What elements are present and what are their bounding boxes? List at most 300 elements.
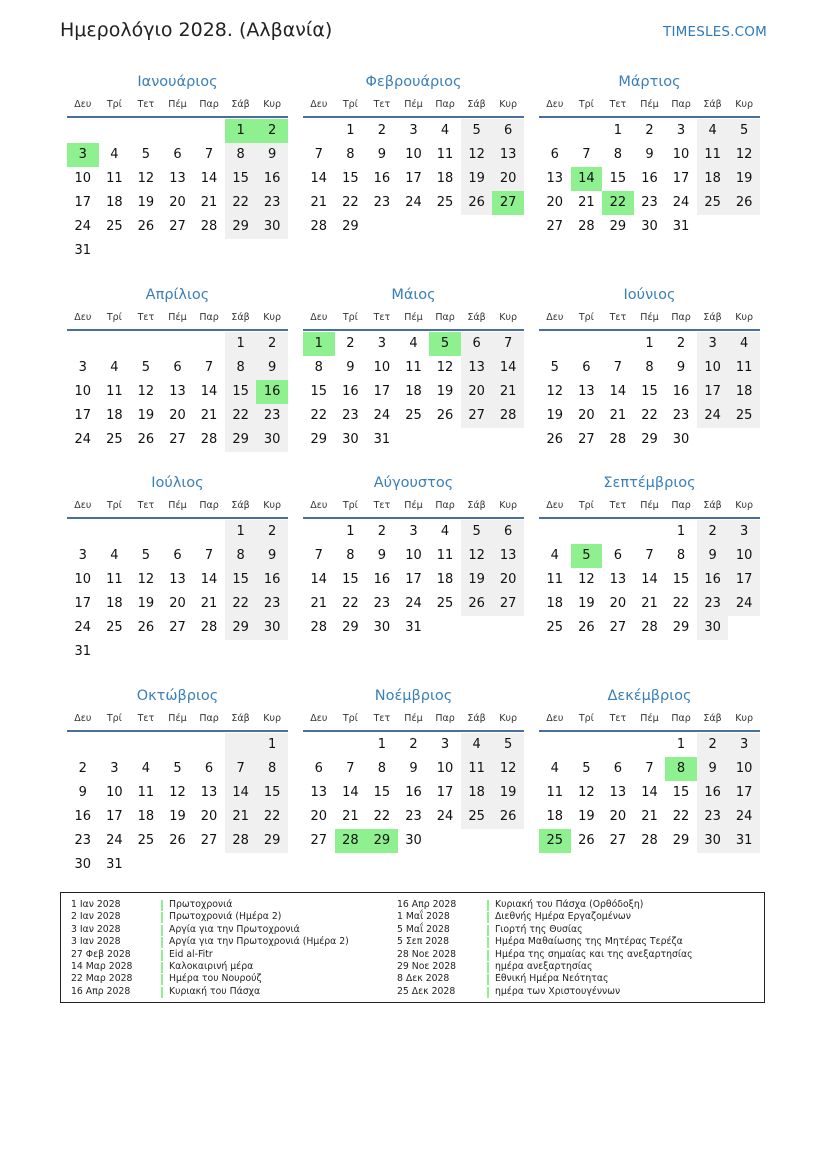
day-cell[interactable]: 9 [697, 544, 729, 568]
day-cell[interactable]: 15 [641, 384, 658, 399]
day-cell[interactable]: 30 [373, 620, 391, 635]
day-cell[interactable]: 22 [310, 408, 328, 423]
day-cell[interactable]: 4 [409, 336, 418, 351]
day-cell[interactable]: 6 [173, 147, 182, 162]
day-cell[interactable]: 26 [137, 432, 155, 447]
day-cell[interactable]: 27 [169, 219, 186, 234]
day-cell[interactable]: 29 [641, 432, 658, 447]
day-cell[interactable]: 16 [641, 171, 658, 186]
day-cell[interactable]: 15 [256, 781, 288, 805]
day-cell[interactable]: 17 [728, 781, 760, 805]
day-cell[interactable]: 20 [492, 568, 524, 592]
day-cell[interactable]: 27 [310, 833, 328, 848]
day-cell[interactable]: 4 [550, 761, 559, 776]
day-cell[interactable]: 8 [225, 143, 257, 167]
day-cell[interactable]: 26 [169, 833, 186, 848]
day-cell[interactable]: 14 [310, 572, 328, 587]
day-cell[interactable]: 23 [256, 404, 288, 428]
day-cell[interactable]: 12 [169, 785, 186, 800]
day-cell[interactable]: 23 [405, 809, 422, 824]
day-cell[interactable]: 28 [200, 620, 218, 635]
day-cell[interactable]: 2 [645, 123, 654, 138]
brand-link[interactable]: TIMESLES.COM [663, 24, 767, 40]
day-cell[interactable]: 14 [200, 572, 218, 587]
holiday-day[interactable]: 1 [303, 332, 335, 356]
day-cell[interactable]: 27 [169, 620, 186, 635]
day-cell[interactable]: 28 [310, 219, 328, 234]
day-cell[interactable]: 13 [169, 572, 186, 587]
holiday-day[interactable]: 8 [665, 757, 697, 781]
day-cell[interactable]: 16 [74, 809, 92, 824]
day-cell[interactable]: 24 [74, 432, 92, 447]
day-cell[interactable]: 3 [78, 548, 87, 563]
day-cell[interactable]: 6 [613, 761, 623, 776]
day-cell[interactable]: 15 [310, 384, 328, 399]
holiday-day[interactable]: 22 [602, 191, 634, 215]
day-cell[interactable]: 25 [728, 404, 760, 428]
day-cell[interactable]: 22 [672, 596, 690, 611]
day-cell[interactable]: 16 [697, 781, 729, 805]
day-cell[interactable]: 8 [676, 548, 686, 563]
holiday-day[interactable]: 28 [335, 829, 367, 853]
day-cell[interactable]: 29 [672, 620, 690, 635]
day-cell[interactable]: 14 [641, 572, 658, 587]
day-cell[interactable]: 16 [373, 171, 391, 186]
day-cell[interactable]: 9 [256, 544, 288, 568]
day-cell[interactable]: 8 [314, 360, 323, 375]
day-cell[interactable]: 24 [373, 408, 391, 423]
day-cell[interactable]: 22 [256, 805, 288, 829]
day-cell[interactable]: 31 [74, 644, 92, 659]
day-cell[interactable]: 1 [346, 123, 355, 138]
day-cell[interactable]: 19 [546, 408, 564, 423]
day-cell[interactable]: 7 [204, 548, 214, 563]
day-cell[interactable]: 22 [641, 408, 658, 423]
day-cell[interactable]: 25 [405, 408, 422, 423]
day-cell[interactable]: 14 [609, 384, 627, 399]
holiday-day[interactable]: 3 [67, 143, 99, 167]
day-cell[interactable]: 12 [137, 384, 155, 399]
day-cell[interactable]: 28 [578, 219, 595, 234]
day-cell[interactable]: 12 [492, 757, 524, 781]
day-cell[interactable]: 3 [377, 336, 387, 351]
day-cell[interactable]: 12 [137, 572, 155, 587]
day-cell[interactable]: 9 [377, 548, 387, 563]
day-cell[interactable]: 9 [676, 360, 686, 375]
day-cell[interactable]: 15 [225, 167, 257, 191]
day-cell[interactable]: 26 [436, 408, 454, 423]
day-cell[interactable]: 26 [137, 219, 155, 234]
day-cell[interactable]: 29 [225, 215, 257, 239]
day-cell[interactable]: 17 [74, 195, 92, 210]
day-cell[interactable]: 26 [461, 592, 493, 616]
day-cell[interactable]: 25 [137, 833, 155, 848]
day-cell[interactable]: 2 [377, 123, 387, 138]
day-cell[interactable]: 18 [697, 167, 729, 191]
day-cell[interactable]: 17 [436, 785, 454, 800]
day-cell[interactable]: 10 [697, 356, 729, 380]
day-cell[interactable]: 23 [74, 833, 92, 848]
day-cell[interactable]: 23 [342, 408, 359, 423]
day-cell[interactable]: 22 [342, 195, 359, 210]
day-cell[interactable]: 10 [373, 360, 391, 375]
day-cell[interactable]: 24 [728, 805, 760, 829]
day-cell[interactable]: 12 [436, 360, 454, 375]
day-cell[interactable]: 17 [405, 171, 422, 186]
day-cell[interactable]: 29 [225, 616, 257, 640]
day-cell[interactable]: 5 [461, 119, 493, 143]
day-cell[interactable]: 2 [256, 520, 288, 544]
day-cell[interactable]: 11 [546, 785, 564, 800]
day-cell[interactable]: 13 [578, 384, 595, 399]
day-cell[interactable]: 24 [405, 596, 422, 611]
day-cell[interactable]: 8 [346, 147, 355, 162]
day-cell[interactable]: 30 [405, 833, 422, 848]
day-cell[interactable]: 24 [672, 195, 690, 210]
day-cell[interactable]: 22 [342, 596, 359, 611]
day-cell[interactable]: 4 [440, 524, 450, 539]
day-cell[interactable]: 18 [728, 380, 760, 404]
day-cell[interactable]: 31 [728, 829, 760, 853]
day-cell[interactable]: 13 [492, 143, 524, 167]
day-cell[interactable]: 3 [697, 332, 729, 356]
day-cell[interactable]: 17 [405, 572, 422, 587]
day-cell[interactable]: 24 [436, 809, 454, 824]
day-cell[interactable]: 6 [492, 520, 524, 544]
day-cell[interactable]: 20 [609, 596, 627, 611]
holiday-day[interactable]: 14 [571, 167, 603, 191]
day-cell[interactable]: 4 [440, 123, 450, 138]
day-cell[interactable]: 12 [461, 544, 493, 568]
day-cell[interactable]: 10 [728, 757, 760, 781]
day-cell[interactable]: 20 [461, 380, 493, 404]
day-cell[interactable]: 25 [461, 805, 493, 829]
day-cell[interactable]: 30 [256, 428, 288, 452]
day-cell[interactable]: 17 [74, 408, 92, 423]
day-cell[interactable]: 19 [137, 408, 155, 423]
day-cell[interactable]: 20 [169, 408, 186, 423]
day-cell[interactable]: 26 [461, 191, 493, 215]
day-cell[interactable]: 4 [461, 733, 493, 757]
day-cell[interactable]: 20 [310, 809, 328, 824]
day-cell[interactable]: 26 [546, 432, 564, 447]
day-cell[interactable]: 21 [310, 195, 328, 210]
day-cell[interactable]: 31 [672, 219, 690, 234]
day-cell[interactable]: 19 [492, 781, 524, 805]
day-cell[interactable]: 7 [314, 548, 323, 563]
day-cell[interactable]: 18 [106, 195, 123, 210]
day-cell[interactable]: 6 [613, 548, 623, 563]
day-cell[interactable]: 31 [106, 857, 123, 872]
day-cell[interactable]: 11 [436, 147, 454, 162]
day-cell[interactable]: 15 [342, 572, 359, 587]
day-cell[interactable]: 8 [225, 356, 257, 380]
day-cell[interactable]: 14 [342, 785, 359, 800]
day-cell[interactable]: 18 [106, 408, 123, 423]
day-cell[interactable]: 23 [697, 592, 729, 616]
day-cell[interactable]: 15 [373, 785, 391, 800]
day-cell[interactable]: 21 [200, 195, 218, 210]
day-cell[interactable]: 13 [200, 785, 218, 800]
day-cell[interactable]: 16 [256, 167, 288, 191]
day-cell[interactable]: 11 [106, 572, 123, 587]
day-cell[interactable]: 26 [578, 833, 595, 848]
day-cell[interactable]: 9 [409, 761, 418, 776]
day-cell[interactable]: 12 [578, 785, 595, 800]
day-cell[interactable]: 22 [672, 809, 690, 824]
day-cell[interactable]: 21 [200, 408, 218, 423]
holiday-day[interactable]: 16 [256, 380, 288, 404]
day-cell[interactable]: 18 [137, 809, 155, 824]
day-cell[interactable]: 23 [672, 408, 690, 423]
day-cell[interactable]: 10 [74, 572, 92, 587]
day-cell[interactable]: 10 [672, 147, 690, 162]
day-cell[interactable]: 23 [641, 195, 658, 210]
day-cell[interactable]: 16 [256, 568, 288, 592]
day-cell[interactable]: 20 [169, 195, 186, 210]
day-cell[interactable]: 5 [461, 520, 493, 544]
day-cell[interactable]: 7 [204, 360, 214, 375]
day-cell[interactable]: 9 [645, 147, 654, 162]
day-cell[interactable]: 3 [728, 733, 760, 757]
day-cell[interactable]: 13 [546, 171, 564, 186]
day-cell[interactable]: 10 [728, 544, 760, 568]
day-cell[interactable]: 19 [578, 596, 595, 611]
day-cell[interactable]: 29 [256, 829, 288, 853]
day-cell[interactable]: 9 [78, 785, 87, 800]
day-cell[interactable]: 24 [74, 219, 92, 234]
day-cell[interactable]: 19 [137, 596, 155, 611]
holiday-day[interactable]: 5 [571, 544, 603, 568]
day-cell[interactable]: 16 [373, 572, 391, 587]
day-cell[interactable]: 22 [225, 404, 257, 428]
day-cell[interactable]: 11 [546, 572, 564, 587]
day-cell[interactable]: 6 [492, 119, 524, 143]
day-cell[interactable]: 31 [373, 432, 391, 447]
day-cell[interactable]: 27 [578, 432, 595, 447]
day-cell[interactable]: 7 [225, 757, 257, 781]
day-cell[interactable]: 30 [74, 857, 92, 872]
day-cell[interactable]: 14 [310, 171, 328, 186]
day-cell[interactable]: 1 [645, 336, 654, 351]
day-cell[interactable]: 3 [676, 123, 686, 138]
day-cell[interactable]: 21 [492, 380, 524, 404]
day-cell[interactable]: 2 [697, 733, 729, 757]
day-cell[interactable]: 13 [310, 785, 328, 800]
day-cell[interactable]: 16 [697, 568, 729, 592]
day-cell[interactable]: 21 [310, 596, 328, 611]
day-cell[interactable]: 26 [578, 620, 595, 635]
day-cell[interactable]: 2 [78, 761, 87, 776]
day-cell[interactable]: 23 [256, 191, 288, 215]
day-cell[interactable]: 25 [106, 432, 123, 447]
day-cell[interactable]: 26 [137, 620, 155, 635]
day-cell[interactable]: 15 [609, 171, 627, 186]
day-cell[interactable]: 1 [613, 123, 623, 138]
holiday-day[interactable]: 1 [225, 119, 257, 143]
day-cell[interactable]: 14 [641, 785, 658, 800]
day-cell[interactable]: 10 [405, 147, 422, 162]
day-cell[interactable]: 5 [550, 360, 559, 375]
day-cell[interactable]: 11 [106, 384, 123, 399]
day-cell[interactable]: 29 [342, 219, 359, 234]
day-cell[interactable]: 29 [225, 428, 257, 452]
day-cell[interactable]: 2 [697, 520, 729, 544]
day-cell[interactable]: 1 [346, 524, 355, 539]
day-cell[interactable]: 28 [609, 432, 627, 447]
day-cell[interactable]: 27 [200, 833, 218, 848]
day-cell[interactable]: 25 [436, 596, 454, 611]
day-cell[interactable]: 3 [409, 524, 418, 539]
day-cell[interactable]: 9 [346, 360, 355, 375]
day-cell[interactable]: 8 [346, 548, 355, 563]
day-cell[interactable]: 7 [346, 761, 355, 776]
day-cell[interactable]: 13 [609, 785, 627, 800]
day-cell[interactable]: 9 [256, 143, 288, 167]
day-cell[interactable]: 4 [728, 332, 760, 356]
day-cell[interactable]: 30 [256, 215, 288, 239]
day-cell[interactable]: 6 [173, 360, 182, 375]
day-cell[interactable]: 19 [461, 167, 493, 191]
day-cell[interactable]: 9 [377, 147, 387, 162]
day-cell[interactable]: 28 [200, 219, 218, 234]
day-cell[interactable]: 1 [225, 332, 257, 356]
day-cell[interactable]: 18 [546, 596, 564, 611]
day-cell[interactable]: 30 [697, 616, 729, 640]
day-cell[interactable]: 9 [697, 757, 729, 781]
day-cell[interactable]: 4 [550, 548, 559, 563]
day-cell[interactable]: 24 [106, 833, 123, 848]
day-cell[interactable]: 8 [256, 757, 288, 781]
day-cell[interactable]: 28 [492, 404, 524, 428]
holiday-day[interactable]: 29 [366, 829, 398, 853]
day-cell[interactable]: 10 [74, 171, 92, 186]
day-cell[interactable]: 2 [409, 737, 418, 752]
day-cell[interactable]: 20 [200, 809, 218, 824]
day-cell[interactable]: 22 [225, 592, 257, 616]
day-cell[interactable]: 11 [436, 548, 454, 563]
day-cell[interactable]: 31 [405, 620, 422, 635]
day-cell[interactable]: 18 [461, 781, 493, 805]
day-cell[interactable]: 28 [200, 432, 218, 447]
day-cell[interactable]: 13 [169, 171, 186, 186]
day-cell[interactable]: 27 [609, 620, 627, 635]
day-cell[interactable]: 18 [405, 384, 422, 399]
day-cell[interactable]: 15 [672, 785, 690, 800]
day-cell[interactable]: 9 [256, 356, 288, 380]
day-cell[interactable]: 19 [436, 384, 454, 399]
day-cell[interactable]: 21 [578, 195, 595, 210]
day-cell[interactable]: 1 [256, 733, 288, 757]
day-cell[interactable]: 30 [342, 432, 359, 447]
day-cell[interactable]: 21 [342, 809, 359, 824]
day-cell[interactable]: 7 [645, 548, 654, 563]
day-cell[interactable]: 30 [641, 219, 658, 234]
day-cell[interactable]: 22 [373, 809, 391, 824]
day-cell[interactable]: 14 [225, 781, 257, 805]
day-cell[interactable]: 1 [676, 737, 686, 752]
holiday-day[interactable]: 2 [256, 119, 288, 143]
day-cell[interactable]: 27 [609, 833, 627, 848]
day-cell[interactable]: 1 [377, 737, 387, 752]
day-cell[interactable]: 20 [578, 408, 595, 423]
day-cell[interactable]: 10 [74, 384, 92, 399]
day-cell[interactable]: 18 [436, 572, 454, 587]
day-cell[interactable]: 19 [728, 167, 760, 191]
day-cell[interactable]: 1 [676, 524, 686, 539]
day-cell[interactable]: 21 [609, 408, 627, 423]
day-cell[interactable]: 10 [405, 548, 422, 563]
day-cell[interactable]: 20 [609, 809, 627, 824]
day-cell[interactable]: 25 [697, 191, 729, 215]
day-cell[interactable]: 12 [546, 384, 564, 399]
day-cell[interactable]: 16 [405, 785, 422, 800]
day-cell[interactable]: 27 [546, 219, 564, 234]
day-cell[interactable]: 27 [169, 432, 186, 447]
day-cell[interactable]: 6 [204, 761, 214, 776]
day-cell[interactable]: 21 [225, 805, 257, 829]
day-cell[interactable]: 26 [492, 805, 524, 829]
day-cell[interactable]: 5 [492, 733, 524, 757]
day-cell[interactable]: 22 [225, 191, 257, 215]
day-cell[interactable]: 7 [613, 360, 623, 375]
day-cell[interactable]: 11 [728, 356, 760, 380]
day-cell[interactable]: 7 [492, 332, 524, 356]
day-cell[interactable]: 8 [613, 147, 623, 162]
day-cell[interactable]: 30 [256, 616, 288, 640]
day-cell[interactable]: 23 [373, 195, 391, 210]
day-cell[interactable]: 23 [256, 592, 288, 616]
day-cell[interactable]: 24 [405, 195, 422, 210]
day-cell[interactable]: 25 [436, 195, 454, 210]
day-cell[interactable]: 29 [672, 833, 690, 848]
day-cell[interactable]: 2 [377, 524, 387, 539]
day-cell[interactable]: 18 [436, 171, 454, 186]
day-cell[interactable]: 3 [440, 737, 450, 752]
day-cell[interactable]: 7 [314, 147, 323, 162]
day-cell[interactable]: 27 [492, 592, 524, 616]
day-cell[interactable]: 3 [409, 123, 418, 138]
day-cell[interactable]: 11 [137, 785, 155, 800]
day-cell[interactable]: 17 [728, 568, 760, 592]
day-cell[interactable]: 28 [310, 620, 328, 635]
day-cell[interactable]: 19 [137, 195, 155, 210]
day-cell[interactable]: 3 [728, 520, 760, 544]
day-cell[interactable]: 12 [137, 171, 155, 186]
holiday-day[interactable]: 25 [539, 829, 571, 853]
day-cell[interactable]: 7 [204, 147, 214, 162]
day-cell[interactable]: 6 [582, 360, 591, 375]
day-cell[interactable]: 2 [256, 332, 288, 356]
day-cell[interactable]: 6 [461, 332, 493, 356]
day-cell[interactable]: 28 [641, 620, 658, 635]
day-cell[interactable]: 13 [169, 384, 186, 399]
day-cell[interactable]: 23 [697, 805, 729, 829]
day-cell[interactable]: 2 [676, 336, 686, 351]
day-cell[interactable]: 28 [641, 833, 658, 848]
holiday-day[interactable]: 5 [429, 332, 461, 356]
day-cell[interactable]: 8 [377, 761, 387, 776]
day-cell[interactable]: 30 [697, 829, 729, 853]
day-cell[interactable]: 13 [492, 544, 524, 568]
day-cell[interactable]: 5 [582, 761, 591, 776]
day-cell[interactable]: 11 [405, 360, 422, 375]
day-cell[interactable]: 11 [461, 757, 493, 781]
day-cell[interactable]: 24 [74, 620, 92, 635]
day-cell[interactable]: 10 [436, 761, 454, 776]
day-cell[interactable]: 6 [550, 147, 559, 162]
day-cell[interactable]: 4 [110, 147, 119, 162]
